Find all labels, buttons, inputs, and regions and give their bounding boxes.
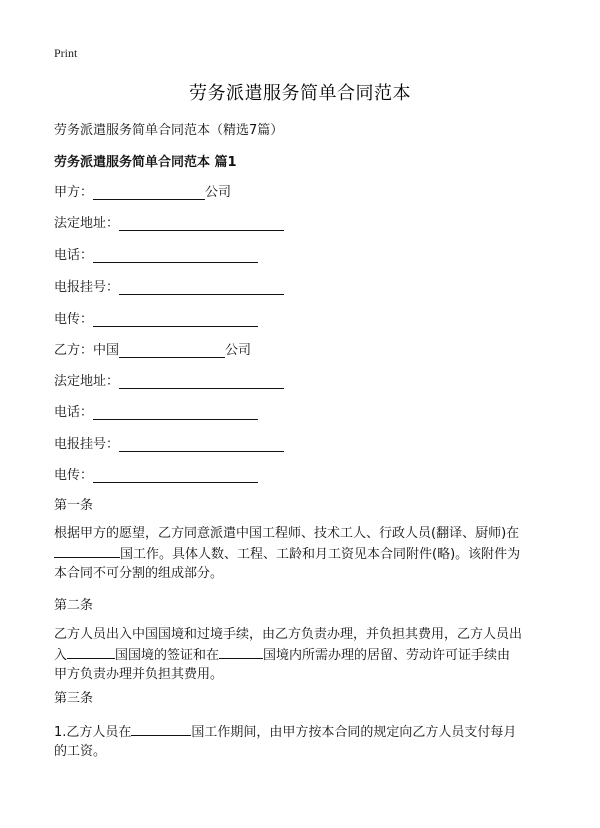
party-a-suffix: 公司 [205,185,232,200]
party-b-prefix: 中国 [93,343,120,358]
party-b-phone-label: 电话： [54,405,94,420]
article-1-line-3: 本合同不可分割的组成部分。 [54,566,224,581]
party-b-name-blank [119,343,225,358]
article-2-line-2-mid: 国国境的签证和在 [115,648,220,663]
article-2-line-1: 乙方人员出入中国国境和过境手续，由乙方负责办理，并负担其费用，乙方人员出 [54,627,523,642]
article-1-heading: 第一条 [54,498,94,513]
party-b-telegraph-label: 电报挂号： [54,437,120,452]
party-b-fax-row [54,463,258,483]
article-1-line-2-text: 国工作。具体人数、工程、工龄和月工资见本合同附件(略)。该附件为 [120,547,521,562]
document-title: 劳务派遣服务简单合同范本 [189,83,411,104]
article-2-line-2-prefix: 入 [54,648,68,663]
article-1-line-2 [54,543,549,564]
document-subtitle: 劳务派遣服务简单合同范本（精选7篇） [54,123,284,138]
article-2-line-3: 甲方负责办理并负担其费用。 [54,667,224,682]
party-b-phone-blank [93,405,258,420]
article-1-body [54,524,549,583]
party-a-row [54,180,231,200]
party-b-address-row [54,369,284,389]
party-b-row [54,338,251,358]
party-a-telegraph-blank [119,280,284,295]
party-a-label: 甲方： [54,185,94,200]
article-3-country-blank [131,721,191,736]
article-1-country-blank [54,543,120,558]
article-2-residence-blank [219,644,263,659]
party-a-telegraph-row [54,275,284,295]
party-b-suffix: 公司 [225,343,252,358]
party-a-telegraph-label: 电报挂号： [54,280,120,295]
section-heading: 劳务派遣服务简单合同范本 篇1 [54,155,237,170]
article-3-line-2: 的工资。 [54,744,107,759]
party-a-address-row [54,211,284,231]
article-2-body [54,625,549,684]
article-3-body [54,721,549,761]
party-a-fax-label: 电传： [54,312,94,327]
party-b-address-label: 法定地址： [54,374,120,389]
party-b-fax-blank [93,468,258,483]
party-a-fax-row [54,307,258,327]
party-a-phone-row [54,243,258,263]
party-b-phone-row [54,400,258,420]
article-3-heading: 第三条 [54,691,94,706]
party-b-telegraph-row [54,432,284,452]
party-b-label: 乙方： [54,343,94,358]
party-b-telegraph-blank [119,437,284,452]
article-3-line-1-prefix: 1.乙方人员在 [54,725,132,740]
article-2-heading: 第二条 [54,598,94,613]
party-a-address-label: 法定地址： [54,216,120,231]
party-a-phone-blank [93,248,258,263]
article-1-line-1: 根据甲方的愿望，乙方同意派遣中国工程师、技术工人、行政人员(翻译、厨师)在 [54,526,520,541]
article-3-line-1-suffix: 国工作期间，由甲方按本合同的规定向乙方人员支付每月 [191,725,517,740]
party-b-fax-label: 电传： [54,468,94,483]
party-b-address-blank [119,374,284,389]
print-label: Print [54,46,78,60]
party-a-name-blank [93,185,205,200]
article-2-entry-blank [67,644,115,659]
party-a-address-blank [119,216,284,231]
article-3-line-1 [54,721,549,742]
article-2-line-2 [54,644,549,665]
article-2-line-2-suffix: 国境内所需办理的居留、劳动许可证手续由 [263,648,511,663]
party-a-fax-blank [93,312,258,327]
party-a-phone-label: 电话： [54,248,94,263]
